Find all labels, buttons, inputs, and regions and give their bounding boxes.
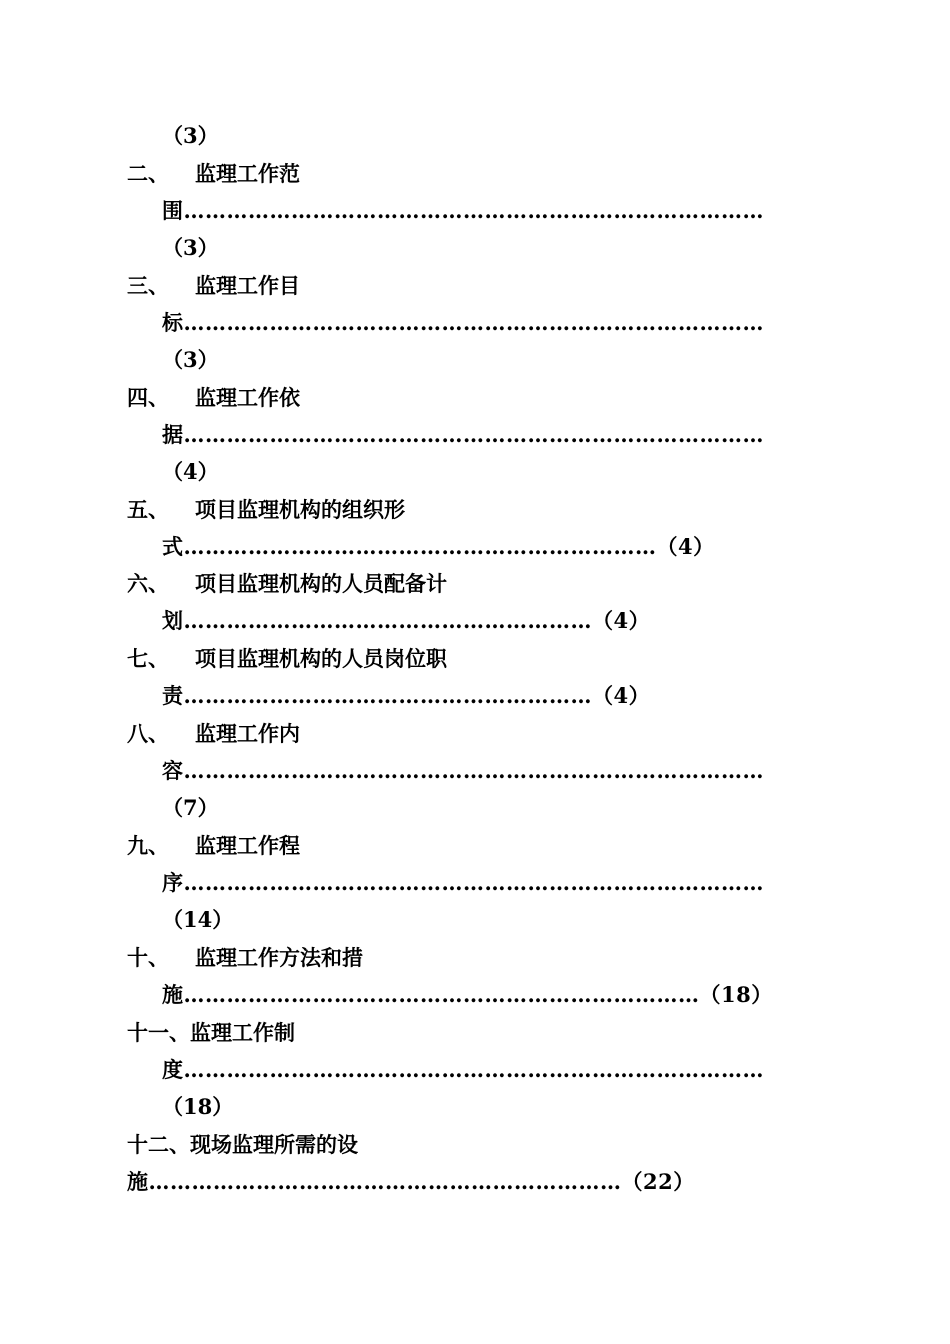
toc-entry-heading[interactable]: 十一、监理工作制	[127, 1020, 295, 1045]
toc-entry-number: 六、	[127, 571, 169, 596]
toc-entry-heading[interactable]	[127, 831, 300, 861]
toc-entry-title: 监理工作内	[195, 721, 300, 746]
toc-entry-heading[interactable]	[127, 943, 363, 973]
toc-page-number: （3）	[162, 235, 219, 260]
toc-entry-heading[interactable]: 十二、现场监理所需的设	[127, 1132, 358, 1157]
toc-entry-title: 监理工作方法和措	[195, 945, 363, 970]
toc-entry-title: 监理工作范	[195, 161, 300, 186]
toc-entry-heading[interactable]	[127, 569, 447, 599]
toc-entry-number: 十、	[127, 945, 169, 970]
toc-entry-heading[interactable]	[127, 159, 300, 189]
toc-page-number: （14）	[162, 907, 234, 932]
toc-entry-number: 八、	[127, 721, 169, 746]
toc-entry-title: 监理工作目	[195, 273, 300, 298]
toc-entry-title: 监理工作依	[195, 385, 300, 410]
toc-entry-leader: 责…………………………………………………（4）	[162, 683, 651, 708]
toc-entry-title: 项目监理机构的人员岗位职	[195, 646, 447, 671]
toc-entry-leader: 容………………………………………………………………………	[162, 758, 764, 783]
toc-entry-leader: 序………………………………………………………………………	[162, 870, 764, 895]
toc-entry-number: 七、	[127, 646, 169, 671]
toc-entry-heading[interactable]	[127, 495, 405, 525]
toc-page-number: （7）	[162, 795, 219, 820]
toc-entry-title: 监理工作程	[195, 833, 300, 858]
toc-page-number: （4）	[162, 459, 219, 484]
toc-entry-leader: 式…………………………………………………………（4）	[162, 534, 715, 559]
toc-page-number: （3）	[162, 347, 219, 372]
toc-entry-leader: 施………………………………………………………………（18）	[162, 982, 773, 1007]
toc-entry-leader: 围………………………………………………………………………	[162, 198, 764, 223]
toc-entry-leader: 度………………………………………………………………………	[162, 1057, 764, 1082]
toc-entry-heading[interactable]	[127, 383, 300, 413]
toc-entry-leader: 施…………………………………………………………（22）	[127, 1169, 695, 1194]
toc-entry-title: 项目监理机构的组织形	[195, 497, 405, 522]
toc-page-number: （3）	[162, 123, 219, 148]
toc-page-number: （18）	[162, 1094, 234, 1119]
toc-entry-heading[interactable]	[127, 644, 447, 674]
toc-entry-heading[interactable]	[127, 719, 300, 749]
toc-entry-heading[interactable]	[127, 271, 300, 301]
toc-entry-leader: 划…………………………………………………（4）	[162, 608, 651, 633]
toc-entry-title: 项目监理机构的人员配备计	[195, 571, 447, 596]
toc-entry-number: 九、	[127, 833, 169, 858]
toc-entry-leader: 标………………………………………………………………………	[162, 310, 764, 335]
toc-entry-number: 三、	[127, 273, 169, 298]
toc-entry-number: 二、	[127, 161, 169, 186]
toc-entry-number: 四、	[127, 385, 169, 410]
toc-entry-number: 五、	[127, 497, 169, 522]
toc-entry-leader: 据………………………………………………………………………	[162, 422, 764, 447]
